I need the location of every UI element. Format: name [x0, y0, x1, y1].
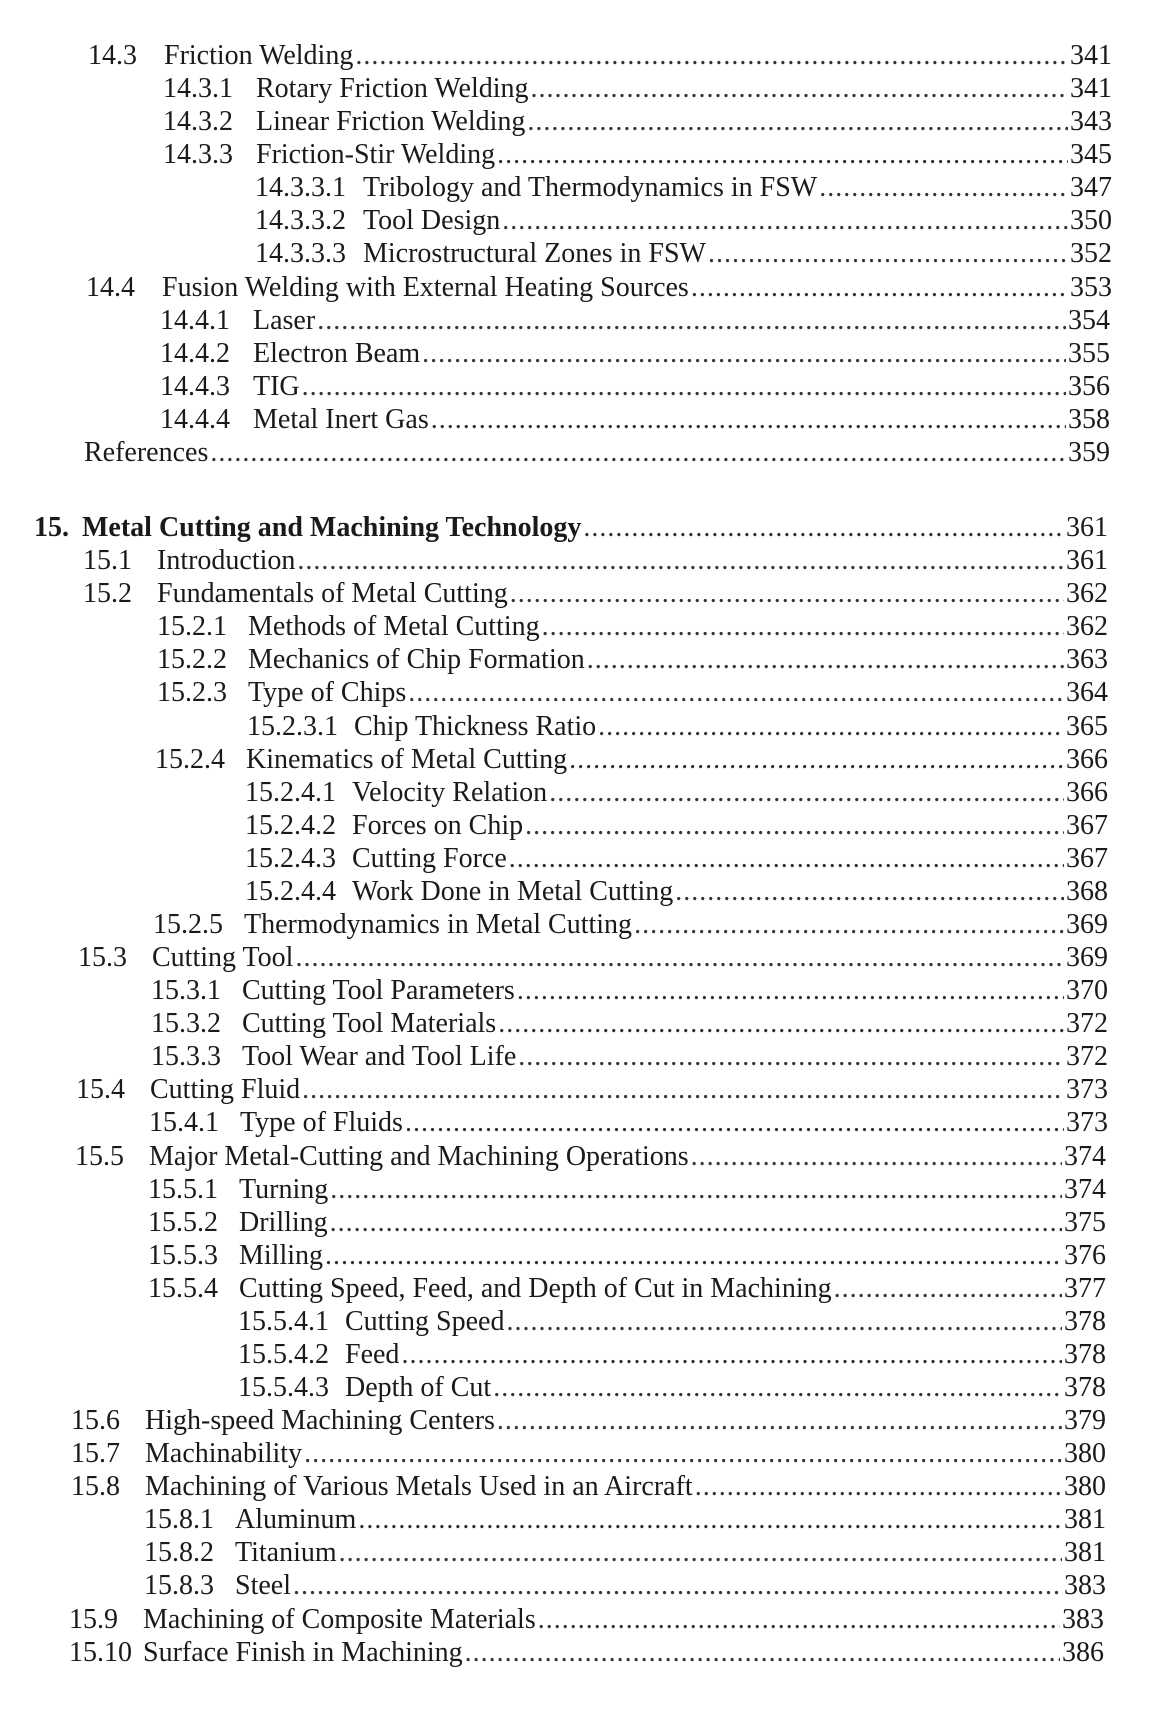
dot-leader: [465, 1637, 1060, 1669]
dot-leader: [634, 909, 1064, 941]
section-number: 15.5.4.1: [238, 1306, 329, 1337]
toc-entry: [78, 942, 1108, 974]
section-number: 15.5.2: [148, 1207, 218, 1238]
page-number: 355: [1068, 338, 1110, 369]
section-number: 15.5: [75, 1141, 124, 1172]
dot-leader: [691, 1141, 1062, 1173]
dot-leader: [401, 1339, 1062, 1371]
page-number: 359: [1068, 437, 1110, 468]
section-title: Cutting Speed: [345, 1306, 505, 1337]
section-title: Fundamentals of Metal Cutting: [157, 578, 508, 609]
dot-leader: [587, 644, 1064, 676]
section-title: Titanium: [235, 1537, 337, 1568]
page-number: 365: [1066, 711, 1108, 742]
dot-leader: [358, 1504, 1062, 1536]
dot-leader: [493, 1372, 1062, 1404]
section-title: Type of Chips: [248, 677, 407, 708]
section-title: Rotary Friction Welding: [256, 73, 529, 104]
page-number: 367: [1066, 843, 1108, 874]
section-number: 14.3.3.2: [255, 205, 346, 236]
toc-entry: [88, 40, 1112, 72]
section-title: Machining of Various Metals Used in an Aircraft: [145, 1471, 693, 1502]
dot-leader: [497, 139, 1068, 171]
section-number: 15.8: [71, 1471, 120, 1502]
dot-leader: [708, 238, 1068, 270]
toc-entry: [71, 1471, 1106, 1503]
section-title: Machining of Composite Materials: [143, 1604, 536, 1635]
page-number: 379: [1064, 1405, 1106, 1436]
toc-entry: [157, 611, 1108, 643]
toc-entry: [238, 1339, 1106, 1371]
page-number: 361: [1066, 512, 1108, 543]
dot-leader: [295, 942, 1064, 974]
toc-entry: [153, 909, 1108, 941]
dot-leader: [819, 172, 1068, 204]
section-number: 15.3.3: [151, 1041, 221, 1072]
section-title: Friction Welding: [164, 40, 354, 71]
section-number: 15.9: [69, 1604, 118, 1635]
toc-entry: [245, 810, 1108, 842]
section-title: Drilling: [239, 1207, 328, 1238]
section-number: 15.7: [71, 1438, 120, 1469]
toc-entry: [144, 1570, 1106, 1602]
page-number: 374: [1064, 1174, 1106, 1205]
dot-leader: [510, 578, 1064, 610]
dot-leader: [502, 205, 1068, 237]
dot-leader: [509, 843, 1064, 875]
section-number: 14.3.3.1: [255, 172, 346, 203]
dot-leader: [675, 876, 1064, 908]
section-number: 15.2.4: [155, 744, 225, 775]
page-number: 350: [1070, 205, 1112, 236]
toc-entry: [151, 1008, 1108, 1040]
toc-entry: [151, 1041, 1108, 1073]
dot-leader: [330, 1207, 1062, 1239]
toc-entry: [245, 843, 1108, 875]
section-title: Kinematics of Metal Cutting: [246, 744, 568, 775]
toc-entry: [148, 1240, 1106, 1272]
toc-entry: [84, 437, 1110, 469]
section-title: Microstructural Zones in FSW: [363, 238, 706, 269]
page-number: 345: [1070, 139, 1112, 170]
section-number: 15.5.4.3: [238, 1372, 329, 1403]
toc-entry: [163, 139, 1112, 171]
section-title: Thermodynamics in Metal Cutting: [244, 909, 633, 940]
dot-leader: [518, 1041, 1064, 1073]
section-number: 15.1: [83, 545, 132, 576]
section-number: 15.8.1: [144, 1504, 214, 1535]
page-number: 380: [1064, 1438, 1106, 1469]
section-number: 14.3.1: [163, 73, 233, 104]
section-title: Major Metal-Cutting and Machining Operations: [149, 1141, 689, 1172]
dot-leader: [695, 1471, 1062, 1503]
section-number: 15.2.4.3: [245, 843, 336, 874]
section-number: 15.2.4.2: [245, 810, 336, 841]
dot-leader: [569, 744, 1064, 776]
toc-entry: [238, 1372, 1106, 1404]
section-number: 14.3.2: [163, 106, 233, 137]
section-title: Introduction: [157, 545, 296, 576]
toc-entry: [149, 1107, 1108, 1139]
page-number: 367: [1066, 810, 1108, 841]
section-number: 15.8.3: [144, 1570, 214, 1601]
page-number: 369: [1066, 909, 1108, 940]
dot-leader: [325, 1240, 1062, 1272]
toc-entry: [155, 744, 1108, 776]
toc-entry: [255, 205, 1112, 237]
dot-leader: [297, 545, 1064, 577]
page-number: 386: [1062, 1637, 1104, 1668]
section-title: Surface Finish in Machining: [143, 1637, 463, 1668]
dot-leader: [317, 305, 1066, 337]
section-title: Tool Design: [363, 205, 501, 236]
dot-leader: [834, 1273, 1062, 1305]
section-number: 14.3.3.3: [255, 238, 346, 269]
section-title: Cutting Tool Materials: [242, 1008, 497, 1039]
dot-leader: [691, 272, 1068, 304]
page-number: 366: [1066, 777, 1108, 808]
toc-entry: [160, 371, 1110, 403]
section-number: 15.5.3: [148, 1240, 218, 1271]
dot-leader: [355, 40, 1068, 72]
section-number: 15.2.3.1: [247, 711, 338, 742]
dot-leader: [538, 1604, 1060, 1636]
toc-entry: [160, 338, 1110, 370]
page-number: 366: [1066, 744, 1108, 775]
dot-leader: [497, 1405, 1062, 1437]
page-number: 372: [1066, 1008, 1108, 1039]
section-number: 14.3: [88, 40, 137, 71]
dot-leader: [408, 677, 1064, 709]
dot-leader: [583, 512, 1064, 544]
dot-leader: [330, 1174, 1062, 1206]
page-number: 341: [1070, 40, 1112, 71]
dot-leader: [531, 73, 1068, 105]
section-title: Linear Friction Welding: [256, 106, 526, 137]
page-number: 381: [1064, 1504, 1106, 1535]
toc-entry: [163, 73, 1112, 105]
toc-entry: [255, 172, 1112, 204]
toc-entry: [157, 677, 1108, 709]
dot-leader: [517, 975, 1064, 1007]
page-number: 378: [1064, 1339, 1106, 1370]
dot-leader: [302, 1074, 1064, 1106]
section-title: Methods of Metal Cutting: [248, 611, 540, 642]
dot-leader: [527, 106, 1068, 138]
chapter-number: 15.: [34, 512, 69, 543]
page-number: 363: [1066, 644, 1108, 675]
page-number: 352: [1070, 238, 1112, 269]
toc-entry: [160, 305, 1110, 337]
dot-leader: [302, 371, 1066, 403]
dot-leader: [339, 1537, 1062, 1569]
section-title: Velocity Relation: [352, 777, 548, 808]
section-number: 15.2.4.4: [245, 876, 336, 907]
section-number: 15.2.3: [157, 677, 227, 708]
section-title: Cutting Force: [352, 843, 507, 874]
section-title: Cutting Speed, Feed, and Depth of Cut in Machining: [239, 1273, 832, 1304]
section-title: Cutting Tool: [152, 942, 294, 973]
page-number: 343: [1070, 106, 1112, 137]
section-title: Tribology and Thermodynamics in FSW: [363, 172, 818, 203]
page-number: 378: [1064, 1306, 1106, 1337]
section-title: TIG: [253, 371, 300, 402]
toc-entry: [71, 1438, 1106, 1470]
section-title: Machinability: [145, 1438, 303, 1469]
section-number: 15.2.5: [153, 909, 223, 940]
page-number: 378: [1064, 1372, 1106, 1403]
toc-entry: [160, 404, 1110, 436]
section-title: Friction-Stir Welding: [256, 139, 496, 170]
page-number: 381: [1064, 1537, 1106, 1568]
page-number: 373: [1066, 1107, 1108, 1138]
section-title: Depth of Cut: [345, 1372, 492, 1403]
dot-leader: [304, 1438, 1062, 1470]
toc-entry: [247, 711, 1108, 743]
section-title: Aluminum: [235, 1504, 357, 1535]
section-number: 14.4.3: [160, 371, 230, 402]
page-number: 354: [1068, 305, 1110, 336]
toc-entry: [163, 106, 1112, 138]
dot-leader: [405, 1107, 1064, 1139]
toc-entry: [144, 1504, 1106, 1536]
section-title: Tool Wear and Tool Life: [242, 1041, 517, 1072]
page-number: 347: [1070, 172, 1112, 203]
section-number: 15.5.4: [148, 1273, 218, 1304]
dot-leader: [431, 404, 1066, 436]
section-number: 15.3.1: [151, 975, 221, 1006]
dot-leader: [549, 777, 1064, 809]
section-title: Cutting Fluid: [150, 1074, 301, 1105]
section-number: 14.4.4: [160, 404, 230, 435]
toc-entry: [238, 1306, 1106, 1338]
page-number: 361: [1066, 545, 1108, 576]
section-number: 15.2.4.1: [245, 777, 336, 808]
toc-entry: [148, 1207, 1106, 1239]
dot-leader: [525, 810, 1064, 842]
section-number: 14.4.1: [160, 305, 230, 336]
section-title: Feed: [345, 1339, 400, 1370]
dot-leader: [506, 1306, 1062, 1338]
section-number: 15.8.2: [144, 1537, 214, 1568]
dot-leader: [598, 711, 1064, 743]
section-number: 15.3.2: [151, 1008, 221, 1039]
page-number: 364: [1066, 677, 1108, 708]
section-title: Cutting Tool Parameters: [242, 975, 515, 1006]
dot-leader: [422, 338, 1066, 370]
dot-leader: [542, 611, 1064, 643]
toc-entry: [86, 272, 1112, 304]
page-number: 370: [1066, 975, 1108, 1006]
toc-entry: [245, 777, 1108, 809]
dot-leader: [293, 1570, 1062, 1602]
page-number: 358: [1068, 404, 1110, 435]
section-title: Work Done in Metal Cutting: [352, 876, 674, 907]
toc-entry: [75, 1141, 1106, 1173]
section-number: 15.2: [83, 578, 132, 609]
toc-entry: [76, 1074, 1108, 1106]
chapter-title: Metal Cutting and Machining Technology: [82, 512, 582, 543]
page-number: 380: [1064, 1471, 1106, 1502]
toc-entry: [157, 644, 1108, 676]
section-title: Mechanics of Chip Formation: [248, 644, 585, 675]
page-number: 383: [1064, 1570, 1106, 1601]
section-number: 15.5.4.2: [238, 1339, 329, 1370]
section-number: 15.5.1: [148, 1174, 218, 1205]
toc-entry: [83, 578, 1108, 610]
page-number: 383: [1062, 1604, 1104, 1635]
toc-entry: [69, 1637, 1104, 1669]
page-number: 362: [1066, 611, 1108, 642]
section-title: Electron Beam: [253, 338, 421, 369]
page-number: 374: [1064, 1141, 1106, 1172]
page-number: 341: [1070, 73, 1112, 104]
section-number: 15.4.1: [149, 1107, 219, 1138]
section-title: References: [84, 437, 209, 468]
page-number: 373: [1066, 1074, 1108, 1105]
page-number: 372: [1066, 1041, 1108, 1072]
toc-entry: [148, 1273, 1106, 1305]
toc-entry: [69, 1604, 1104, 1636]
section-title: Type of Fluids: [240, 1107, 403, 1138]
page-number: 362: [1066, 578, 1108, 609]
section-title: Turning: [239, 1174, 329, 1205]
page-number: 375: [1064, 1207, 1106, 1238]
page-number: 377: [1064, 1273, 1106, 1304]
page-number: 356: [1068, 371, 1110, 402]
section-title: Steel: [235, 1570, 291, 1601]
toc-entry: [255, 238, 1112, 270]
section-title: Metal Inert Gas: [253, 404, 429, 435]
section-title: Forces on Chip: [352, 810, 524, 841]
page-number: 368: [1066, 876, 1108, 907]
toc-entry: [245, 876, 1108, 908]
section-title: Milling: [239, 1240, 324, 1271]
toc-entry: [151, 975, 1108, 1007]
section-number: 14.4.2: [160, 338, 230, 369]
section-number: 15.3: [78, 942, 127, 973]
page-number: 376: [1064, 1240, 1106, 1271]
section-title: High-speed Machining Centers: [145, 1405, 495, 1436]
toc-entry: [148, 1174, 1106, 1206]
dot-leader: [210, 437, 1066, 469]
section-number: 15.2.2: [157, 644, 227, 675]
dot-leader: [498, 1008, 1064, 1040]
section-number: 15.4: [76, 1074, 125, 1105]
section-number: 15.10: [69, 1637, 132, 1668]
section-title: Fusion Welding with External Heating Sources: [162, 272, 689, 303]
toc-entry: [83, 545, 1108, 577]
page-number: 369: [1066, 942, 1108, 973]
section-number: 15.2.1: [157, 611, 227, 642]
toc-entry: [71, 1405, 1106, 1437]
toc-entry: [144, 1537, 1106, 1569]
section-title: Chip Thickness Ratio: [354, 711, 597, 742]
section-number: 15.6: [71, 1405, 120, 1436]
section-number: 14.3.3: [163, 139, 233, 170]
page-number: 353: [1070, 272, 1112, 303]
chapter-entry: [34, 512, 1108, 544]
section-title: Laser: [253, 305, 316, 336]
section-number: 14.4: [86, 272, 135, 303]
